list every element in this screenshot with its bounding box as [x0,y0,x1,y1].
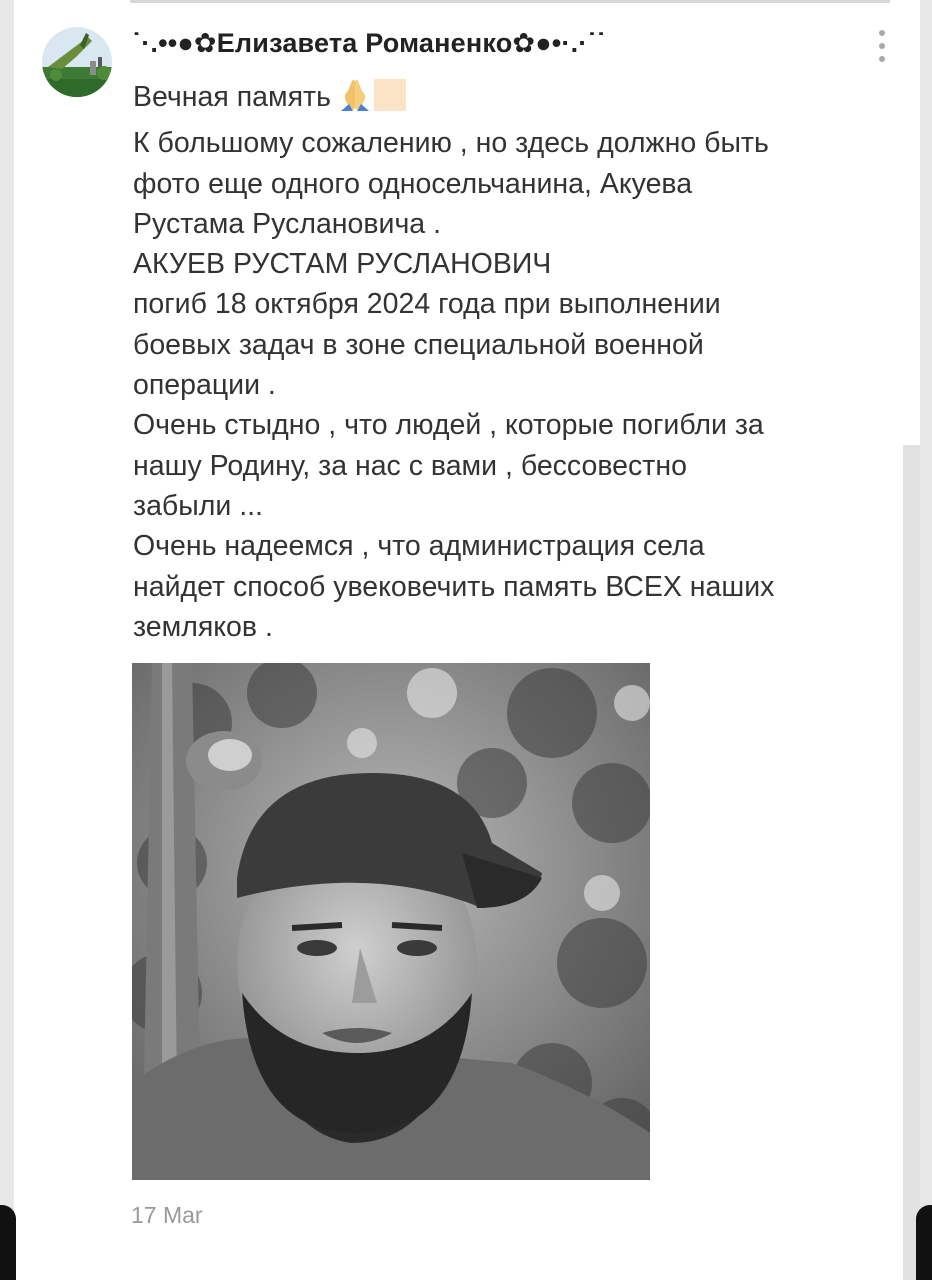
post-date: 17 Mar [131,1202,203,1228]
praying-hands-icon [337,78,407,123]
more-options-button[interactable] [868,28,896,64]
post-line: Рустама Руслановича . [133,207,441,240]
post-text [133,77,903,647]
post-line: забыли ... [133,489,263,522]
post-line: операции . [133,369,276,402]
divider [130,0,890,3]
post-line: земляков . [133,610,273,643]
avatar[interactable] [42,27,112,97]
post-line: погиб 18 октября 2024 года при выполнении [133,288,721,321]
post-line-text: Вечная память [133,81,331,113]
dot [879,43,885,49]
avatar-image [42,27,112,97]
post-line: боевых задач в зоне специальной военной [133,328,704,361]
post-line: Очень стыдно , что людей , которые погибли за [133,409,764,442]
dot [879,30,885,36]
post-line: К большому сожалению , но здесь должно быть [133,127,769,160]
screen-corner-right [916,1205,932,1280]
post-line: нашу Родину, за нас с вами , бессовестно [133,449,687,482]
memorial-portrait-photo [132,663,650,1180]
post-line: Очень надеемся , что администрация села [133,530,705,563]
screen-corner-left [0,1205,16,1280]
post-photo[interactable] [132,663,650,1180]
post-line: АКУЕВ РУСТАМ РУСЛАНОВИЧ [133,248,552,281]
scrollbar[interactable] [903,445,920,1280]
author-name[interactable]: ˙·.••●✿Елизавета Романенко✿●•·.·˙˙ [132,28,606,58]
post-line: фото еще одного односельчанина, Акуева [133,167,693,200]
dot [879,56,885,62]
post-line: найдет способ увековечить память ВСЕХ наших [133,570,775,603]
post-line [133,77,903,123]
